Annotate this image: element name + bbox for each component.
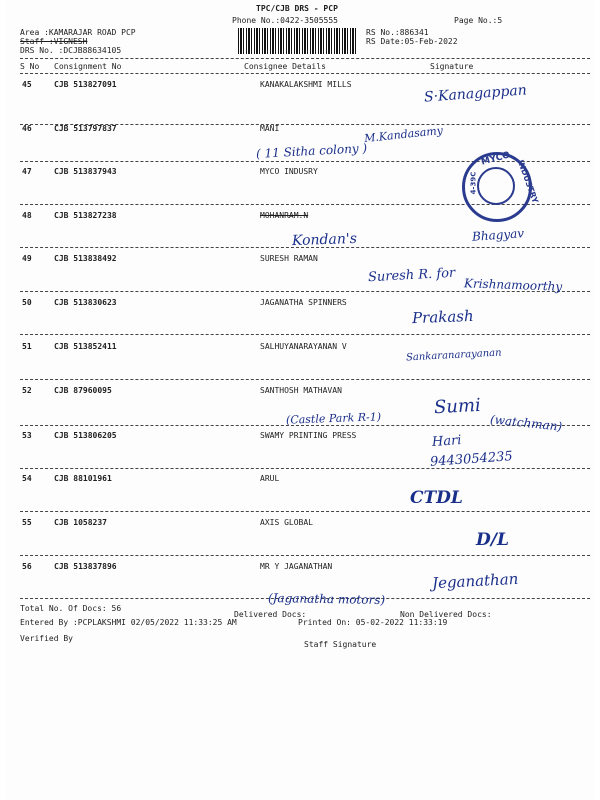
row-sno: 49 bbox=[22, 254, 32, 263]
signature-49-a: Suresh R. for bbox=[367, 265, 456, 286]
rs-date: RS Date:05-Feb-2022 bbox=[366, 37, 458, 46]
stamp-inner-ring bbox=[477, 167, 515, 205]
area-label: Area :KAMARAJAR ROAD PCP bbox=[20, 28, 136, 37]
company-stamp bbox=[462, 150, 540, 222]
row-consignment: CJB 513830623 bbox=[54, 298, 117, 307]
divider bbox=[20, 58, 590, 59]
drs-number: DRS No. :DCJB88634105 bbox=[20, 46, 122, 55]
row-sno: 52 bbox=[22, 386, 32, 395]
row-consignment: CJB 513797837 bbox=[54, 124, 117, 133]
row-consignee: ARUL bbox=[260, 474, 280, 483]
row-divider bbox=[20, 379, 590, 380]
stamp-text-2: INDUSTRY bbox=[515, 158, 540, 205]
address-46: ( 11 Sitha colony ) bbox=[255, 141, 368, 161]
row-sno: 46 bbox=[22, 124, 32, 133]
rs-number: RS No.:886341 bbox=[366, 28, 429, 37]
col-sno: S No bbox=[20, 62, 40, 71]
staff-label: Staff :VIGNESH bbox=[20, 37, 88, 46]
row-consignment: CJB 1058237 bbox=[54, 518, 107, 527]
row-consignee: SANTHOSH MATHAVAN bbox=[260, 386, 342, 395]
col-consignment: Consignment No bbox=[54, 62, 122, 71]
document-title: TPC/CJB DRS - PCP bbox=[256, 4, 338, 13]
row-consignee: SALHUYANARAYANAN V bbox=[260, 342, 347, 351]
note-56: (Jaganatha motors) bbox=[267, 590, 386, 608]
signature-49-b: Krishnamoorthy bbox=[463, 276, 563, 294]
staff-signature: Staff Signature bbox=[304, 640, 377, 649]
row-sno: 53 bbox=[22, 431, 32, 440]
row-consignment: CJB 513852411 bbox=[54, 342, 117, 351]
row-consignee: MYCO INDUSRY bbox=[260, 167, 318, 176]
row-consignee: KANAKALAKSHMI MILLS bbox=[260, 80, 352, 89]
signature-48-a: Kondan's bbox=[291, 230, 358, 250]
row-divider bbox=[20, 555, 590, 556]
signature-54: CTDL bbox=[410, 488, 463, 508]
signature-45: S·Kanagappan bbox=[423, 82, 528, 106]
row-consignment: CJB 513837943 bbox=[54, 167, 117, 176]
row-sno: 50 bbox=[22, 298, 32, 307]
row-divider bbox=[20, 334, 590, 335]
row-sno: 47 bbox=[22, 167, 32, 176]
phone-53: 9443054235 bbox=[429, 449, 514, 470]
note-52: (Castle Park R-1) bbox=[285, 410, 382, 427]
row-sno: 45 bbox=[22, 80, 32, 89]
signature-48-b: Bhagyav bbox=[471, 226, 525, 244]
row-divider bbox=[20, 468, 590, 469]
signature-55: D/L bbox=[476, 530, 509, 550]
row-consignee: JAGANATHA SPINNERS bbox=[260, 298, 347, 307]
signature-50: Prakash bbox=[411, 306, 474, 328]
row-consignment: CJB 88101961 bbox=[54, 474, 112, 483]
row-consignee: SURESH RAMAN bbox=[260, 254, 318, 263]
divider bbox=[20, 73, 590, 74]
row-sno: 55 bbox=[22, 518, 32, 527]
drs-document bbox=[6, 0, 594, 800]
signature-52: Sumi bbox=[433, 394, 482, 419]
row-consignment: CJB 513827091 bbox=[54, 80, 117, 89]
role-52: (watchman) bbox=[489, 412, 563, 434]
note-46: M.Kandasamy bbox=[363, 123, 444, 146]
col-consignee: Consignee Details bbox=[244, 62, 326, 71]
signature-56: Jeganathan bbox=[431, 569, 519, 593]
row-consignment: CJB 513838492 bbox=[54, 254, 117, 263]
barcode bbox=[238, 28, 356, 54]
row-sno: 56 bbox=[22, 562, 32, 571]
col-signature: Signature bbox=[430, 62, 474, 71]
stamp-text-3: 4-39C bbox=[469, 171, 478, 195]
row-consignment: CJB 513806205 bbox=[54, 431, 117, 440]
delivered-docs: Delivered Docs: bbox=[234, 610, 307, 619]
verified-by: Verified By bbox=[20, 634, 73, 643]
total-docs: Total No. Of Docs: 56 bbox=[20, 604, 122, 613]
signature-53: Hari bbox=[431, 432, 462, 451]
row-sno: 48 bbox=[22, 211, 32, 220]
row-consignee: MANI bbox=[260, 124, 280, 133]
row-consignee: AXIS GLOBAL bbox=[260, 518, 313, 527]
row-consignee: MR Y JAGANATHAN bbox=[260, 562, 333, 571]
row-sno: 51 bbox=[22, 342, 32, 351]
row-consignee: MOHANRAM.N bbox=[260, 211, 309, 220]
row-consignment: CJB 513827238 bbox=[54, 211, 117, 220]
phone-number: Phone No.:0422-3505555 bbox=[232, 16, 338, 25]
stamp-text-1: MYCO bbox=[480, 150, 512, 168]
row-divider bbox=[20, 511, 590, 512]
row-consignment: CJB 513837896 bbox=[54, 562, 117, 571]
page-number: Page No.:5 bbox=[454, 16, 503, 25]
non-delivered-docs: Non Delivered Docs: bbox=[400, 610, 492, 619]
printed-on: Printed On: 05-02-2022 11:33:19 bbox=[298, 618, 448, 627]
row-consignee: SWAMY PRINTING PRESS bbox=[260, 431, 357, 440]
entered-by: Entered By :PCPLAKSHMI 02/05/2022 11:33:25 AM bbox=[20, 618, 237, 627]
signature-51: Sankaranarayanan bbox=[405, 347, 502, 364]
row-consignment: CJB 87960095 bbox=[54, 386, 112, 395]
row-sno: 54 bbox=[22, 474, 32, 483]
